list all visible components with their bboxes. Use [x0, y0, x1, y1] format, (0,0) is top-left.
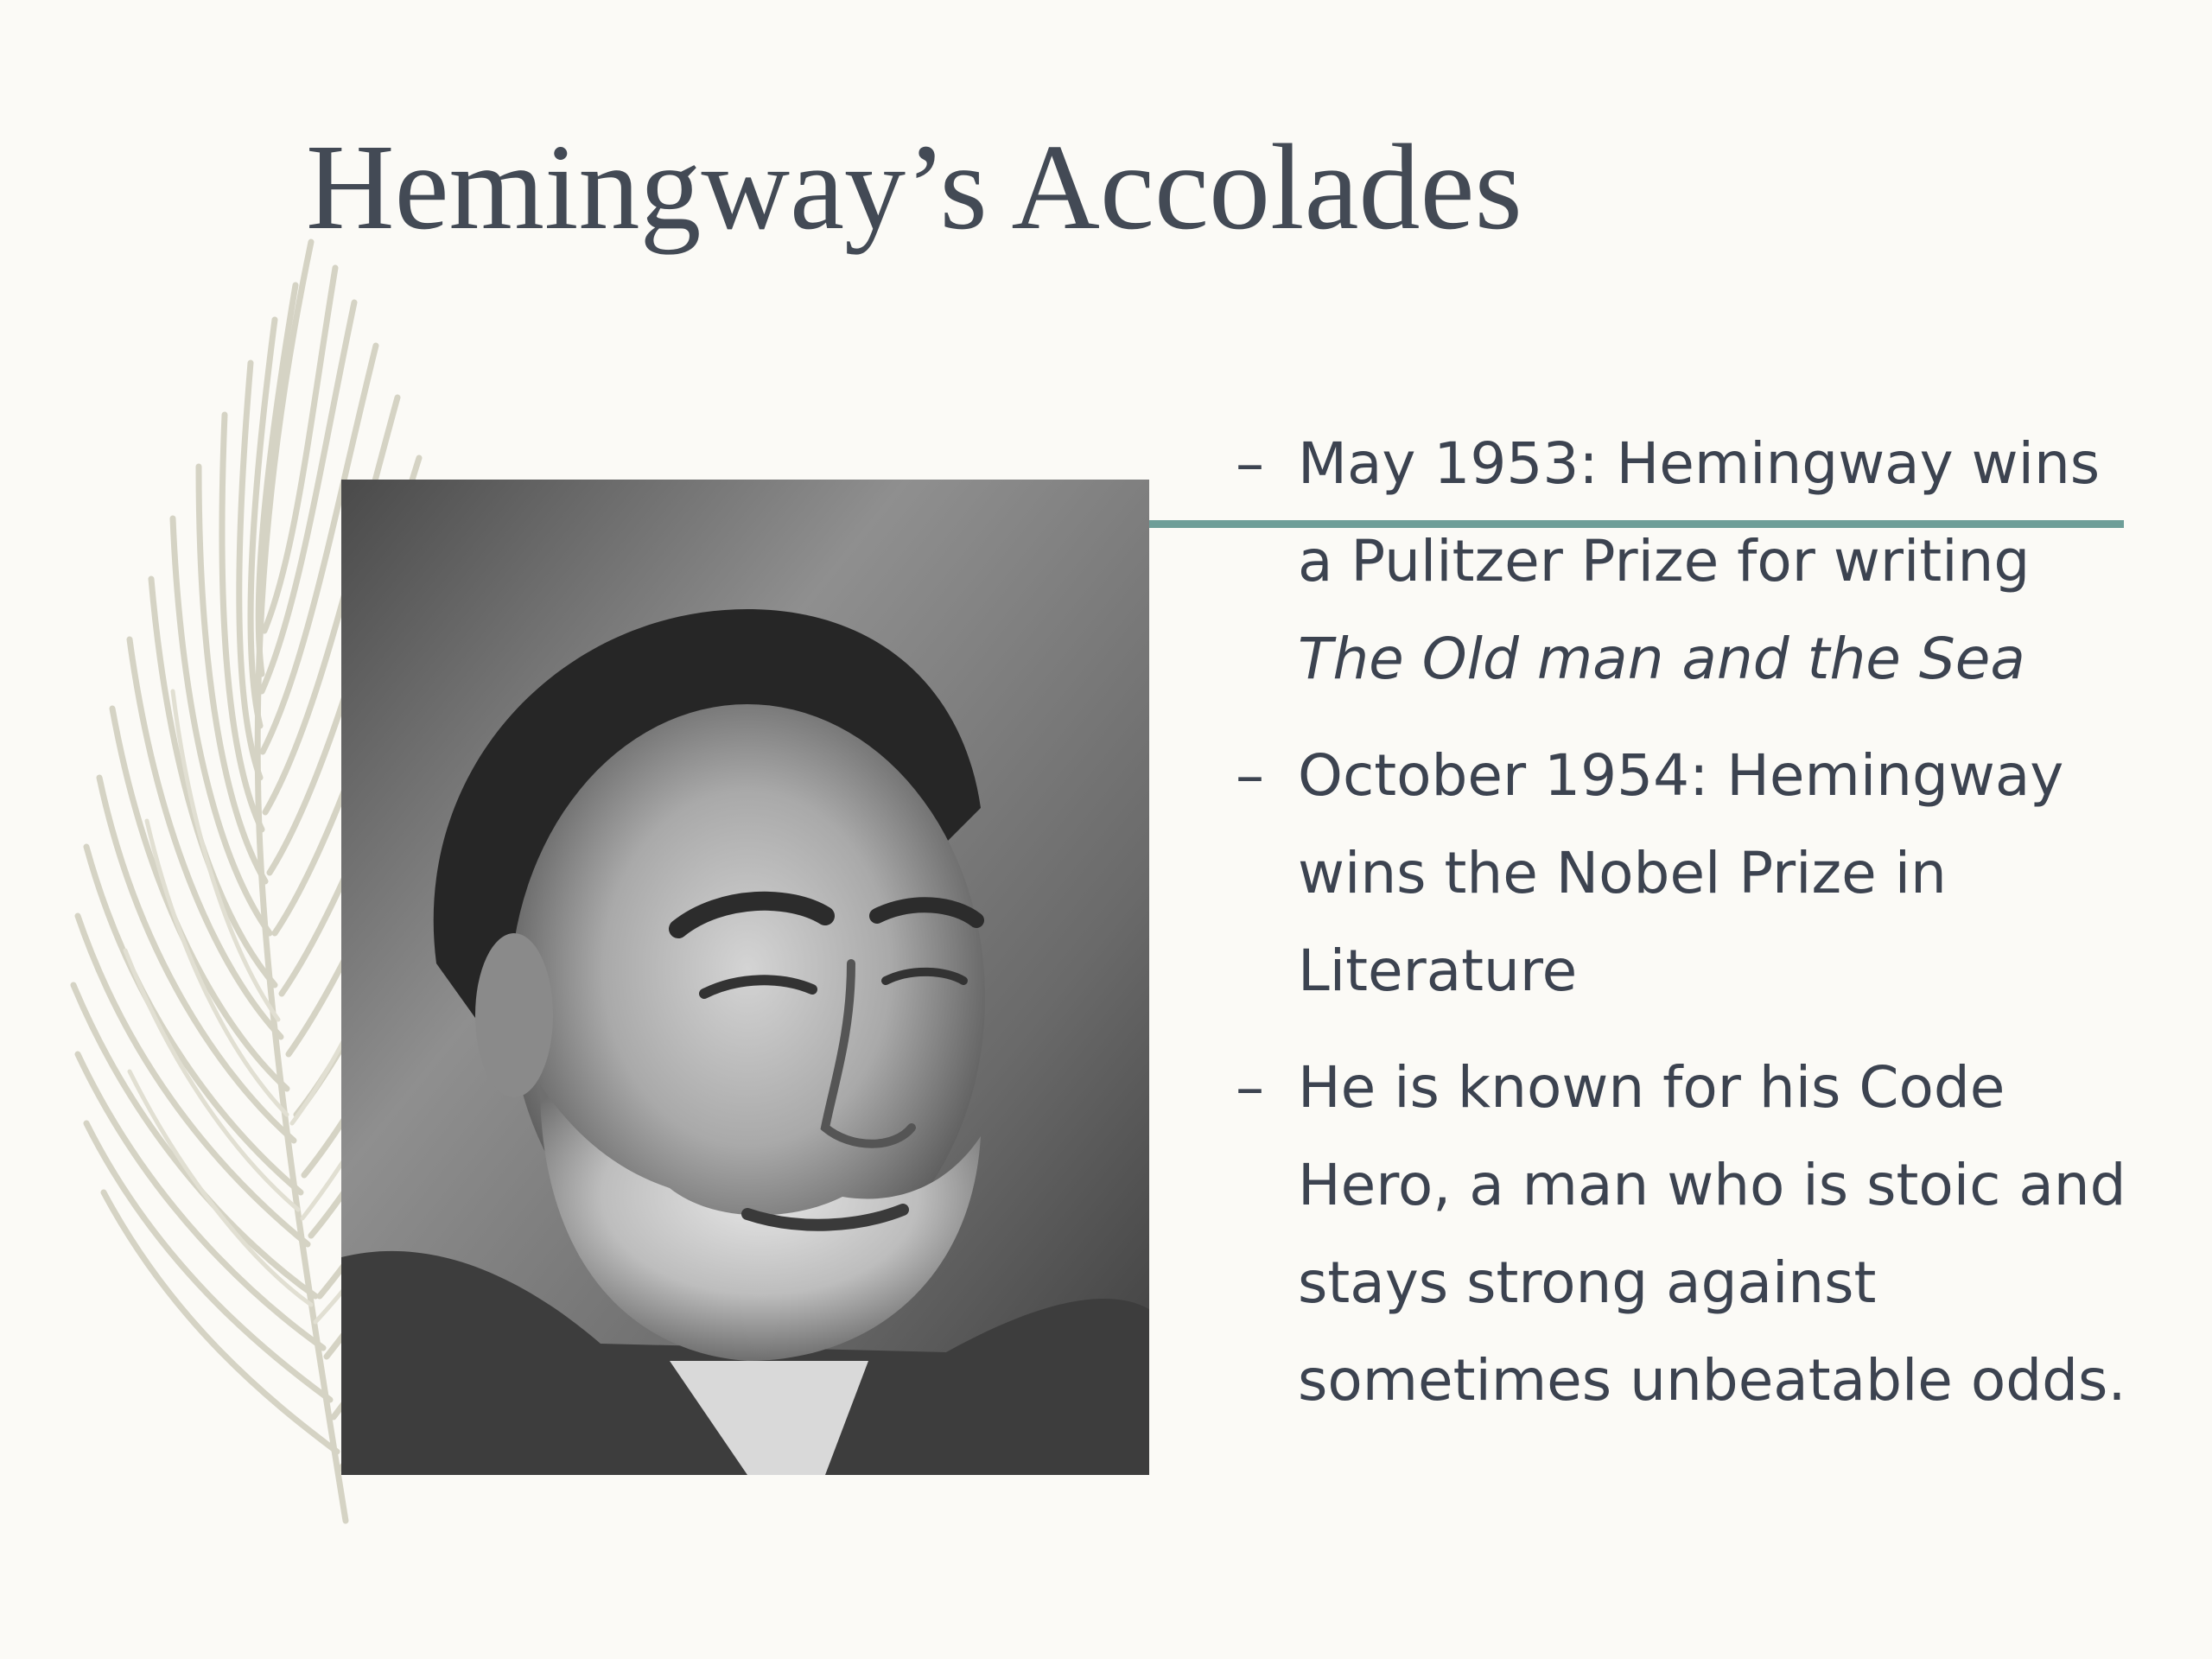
- bullet-marker: –: [1236, 430, 1264, 497]
- accolade-list: [1236, 415, 2152, 1448]
- bullet-marker: –: [1236, 1054, 1264, 1121]
- list-item: [1236, 415, 2152, 708]
- hemingway-photo: [341, 480, 1149, 1475]
- portrait-image: [341, 480, 1149, 1475]
- list-item: [1236, 1039, 2152, 1429]
- bullet-text: He is known for his Code Hero, a man who is stoic and stays strong against sometimes unbeatable odds.: [1298, 1054, 2126, 1414]
- list-item: [1236, 727, 2152, 1020]
- bullet-text: October 1954: Hemingway wins the Nobel Prize in Literature: [1298, 742, 2064, 1004]
- bullet-text: May 1953: Hemingway wins a Pulitzer Prize for writing: [1298, 430, 2101, 594]
- book-title: The Old man and the Sea: [1298, 626, 2025, 692]
- slide-title: Hemingway’s Accolades: [306, 118, 1522, 255]
- bullet-marker: –: [1236, 742, 1264, 809]
